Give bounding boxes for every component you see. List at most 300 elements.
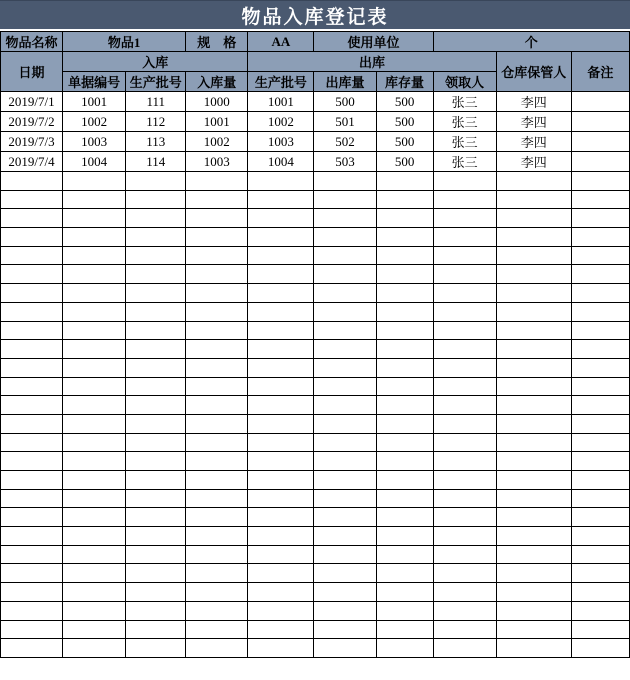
cell[interactable] [126,209,186,228]
cell[interactable] [571,564,629,583]
cell[interactable] [314,209,376,228]
cell[interactable] [314,396,376,415]
cell[interactable] [63,284,126,303]
cell[interactable] [433,471,496,490]
cell[interactable] [571,396,629,415]
cell[interactable] [496,302,571,321]
cell[interactable] [314,172,376,191]
cell[interactable] [433,433,496,452]
cell[interactable] [63,246,126,265]
cell[interactable] [186,452,248,471]
cell[interactable] [126,564,186,583]
cell[interactable] [63,601,126,620]
item-name-label-cell[interactable]: 物品名称 [1,32,63,52]
cell[interactable]: 500 [376,112,433,132]
cell[interactable] [126,340,186,359]
cell[interactable] [496,452,571,471]
cell[interactable]: 1003 [63,132,126,152]
cell[interactable] [433,265,496,284]
cell[interactable] [314,358,376,377]
cell[interactable] [376,471,433,490]
cell[interactable] [376,209,433,228]
cell[interactable]: 1002 [186,132,248,152]
cell[interactable] [314,414,376,433]
cell[interactable] [496,620,571,639]
cell[interactable] [63,508,126,527]
cell[interactable]: 2019/7/3 [1,132,63,152]
cell[interactable] [186,358,248,377]
spec-label-cell[interactable]: 规 格 [186,32,248,52]
cell[interactable] [314,508,376,527]
cell[interactable] [376,396,433,415]
cell[interactable] [571,132,629,152]
cell[interactable] [1,489,63,508]
cell[interactable] [571,601,629,620]
cell[interactable] [248,639,314,658]
cell[interactable] [571,545,629,564]
cell[interactable] [496,228,571,247]
cell[interactable] [1,246,63,265]
cell[interactable]: 1000 [186,92,248,112]
cell[interactable] [63,564,126,583]
cell[interactable] [571,452,629,471]
cell[interactable] [1,302,63,321]
cell[interactable] [496,209,571,228]
cell[interactable] [376,358,433,377]
cell[interactable] [571,246,629,265]
cell[interactable] [248,377,314,396]
cell[interactable] [376,340,433,359]
cell[interactable] [571,209,629,228]
cell[interactable] [1,452,63,471]
cell[interactable] [314,190,376,209]
cell[interactable] [496,471,571,490]
cell[interactable] [571,489,629,508]
cell[interactable]: 张三 [433,92,496,112]
cell[interactable] [63,377,126,396]
cell[interactable] [314,545,376,564]
stock-qty-header-cell[interactable]: 库存量 [376,72,433,92]
cell[interactable] [496,190,571,209]
cell[interactable] [63,545,126,564]
unit-value-cell[interactable]: 个 [433,32,629,52]
cell[interactable] [63,340,126,359]
cell[interactable] [571,340,629,359]
cell[interactable] [496,321,571,340]
cell[interactable] [126,377,186,396]
cell[interactable] [314,601,376,620]
cell[interactable] [63,527,126,546]
cell[interactable] [433,321,496,340]
cell[interactable]: 李四 [496,152,571,172]
cell[interactable]: 1001 [63,92,126,112]
cell[interactable] [571,152,629,172]
cell[interactable] [248,265,314,284]
cell[interactable] [314,527,376,546]
cell[interactable] [496,508,571,527]
cell[interactable] [496,564,571,583]
cell[interactable] [433,302,496,321]
cell[interactable] [496,433,571,452]
cell[interactable] [571,92,629,112]
cell[interactable] [248,564,314,583]
cell[interactable]: 张三 [433,112,496,132]
cell[interactable] [248,489,314,508]
cell[interactable] [496,545,571,564]
cell[interactable] [126,265,186,284]
cell[interactable] [433,508,496,527]
cell[interactable] [571,639,629,658]
cell[interactable] [376,190,433,209]
outbound-batch-header-cell[interactable]: 生产批号 [248,72,314,92]
cell[interactable] [314,583,376,602]
cell[interactable] [496,358,571,377]
cell[interactable] [376,414,433,433]
cell[interactable] [248,433,314,452]
cell[interactable] [571,508,629,527]
cell[interactable] [248,302,314,321]
cell[interactable] [186,414,248,433]
cell[interactable] [314,471,376,490]
cell[interactable] [63,321,126,340]
cell[interactable] [496,265,571,284]
cell[interactable] [433,377,496,396]
cell[interactable] [63,414,126,433]
cell[interactable] [248,601,314,620]
cell[interactable]: 2019/7/2 [1,112,63,132]
cell[interactable] [126,302,186,321]
cell[interactable] [314,321,376,340]
cell[interactable] [1,228,63,247]
cell[interactable] [376,564,433,583]
cell[interactable] [1,321,63,340]
cell[interactable] [248,246,314,265]
cell[interactable] [1,471,63,490]
cell[interactable] [63,265,126,284]
cell[interactable] [186,396,248,415]
cell[interactable] [126,321,186,340]
cell[interactable] [571,321,629,340]
cell[interactable] [1,265,63,284]
cell[interactable]: 500 [376,132,433,152]
cell[interactable] [63,471,126,490]
outbound-qty-header-cell[interactable]: 出库量 [314,72,376,92]
cell[interactable] [248,190,314,209]
cell[interactable] [63,639,126,658]
cell[interactable]: 张三 [433,132,496,152]
cell[interactable] [571,471,629,490]
cell[interactable] [248,396,314,415]
cell[interactable]: 502 [314,132,376,152]
cell[interactable] [376,601,433,620]
cell[interactable] [571,414,629,433]
cell[interactable] [571,358,629,377]
keeper-header-cell[interactable]: 仓库保管人 [496,52,571,92]
cell[interactable] [186,340,248,359]
cell[interactable] [433,358,496,377]
cell[interactable] [571,172,629,191]
cell[interactable] [433,527,496,546]
cell[interactable] [63,396,126,415]
cell[interactable] [314,246,376,265]
cell[interactable] [186,190,248,209]
cell[interactable] [248,527,314,546]
cell[interactable] [376,527,433,546]
cell[interactable] [496,246,571,265]
cell[interactable] [126,527,186,546]
cell[interactable] [126,471,186,490]
cell[interactable] [433,564,496,583]
cell[interactable] [1,545,63,564]
cell[interactable] [248,508,314,527]
cell[interactable]: 113 [126,132,186,152]
cell[interactable] [126,601,186,620]
cell[interactable] [63,583,126,602]
cell[interactable] [314,489,376,508]
date-header-cell[interactable]: 日期 [1,52,63,92]
cell[interactable] [571,302,629,321]
cell[interactable] [571,527,629,546]
cell[interactable] [1,377,63,396]
cell[interactable] [1,396,63,415]
cell[interactable] [376,433,433,452]
cell[interactable] [376,639,433,658]
cell[interactable] [314,302,376,321]
cell[interactable] [1,639,63,658]
cell[interactable] [186,302,248,321]
item-name-value-cell[interactable]: 物品1 [63,32,186,52]
cell[interactable] [248,620,314,639]
cell[interactable] [63,433,126,452]
cell[interactable] [496,583,571,602]
cell[interactable] [186,489,248,508]
cell[interactable] [433,190,496,209]
cell[interactable] [433,172,496,191]
cell[interactable] [248,414,314,433]
cell[interactable] [186,321,248,340]
cell[interactable] [186,209,248,228]
cell[interactable] [376,508,433,527]
cell[interactable] [186,377,248,396]
cell[interactable] [126,639,186,658]
cell[interactable] [63,190,126,209]
cell[interactable] [1,414,63,433]
cell[interactable] [496,377,571,396]
cell[interactable] [186,172,248,191]
cell[interactable] [248,321,314,340]
cell[interactable] [248,358,314,377]
cell[interactable] [1,620,63,639]
receiver-header-cell[interactable]: 领取人 [433,72,496,92]
cell[interactable] [496,340,571,359]
cell[interactable] [63,358,126,377]
cell[interactable] [571,377,629,396]
cell[interactable] [433,489,496,508]
cell[interactable] [248,452,314,471]
cell[interactable] [571,620,629,639]
cell[interactable] [248,340,314,359]
cell[interactable] [314,564,376,583]
cell[interactable]: 112 [126,112,186,132]
cell[interactable]: 1003 [186,152,248,172]
cell[interactable] [63,302,126,321]
cell[interactable] [248,172,314,191]
cell[interactable]: 1001 [186,112,248,132]
cell[interactable] [496,284,571,303]
cell[interactable] [496,489,571,508]
cell[interactable] [186,471,248,490]
cell[interactable] [376,583,433,602]
unit-label-cell[interactable]: 使用单位 [314,32,433,52]
cell[interactable] [186,265,248,284]
cell[interactable] [63,172,126,191]
cell[interactable] [314,377,376,396]
cell[interactable] [1,284,63,303]
cell[interactable] [314,452,376,471]
cell[interactable] [186,639,248,658]
cell[interactable] [433,414,496,433]
cell[interactable] [126,190,186,209]
cell[interactable] [376,377,433,396]
cell[interactable] [63,209,126,228]
cell[interactable]: 1003 [248,132,314,152]
cell[interactable]: 1004 [248,152,314,172]
cell[interactable] [186,620,248,639]
cell[interactable] [126,246,186,265]
cell[interactable] [248,228,314,247]
cell[interactable] [433,246,496,265]
cell[interactable] [433,545,496,564]
cell[interactable] [376,284,433,303]
cell[interactable] [376,302,433,321]
cell[interactable] [571,284,629,303]
cell[interactable] [496,172,571,191]
cell[interactable] [1,172,63,191]
cell[interactable]: 500 [376,152,433,172]
cell[interactable]: 114 [126,152,186,172]
cell[interactable] [314,284,376,303]
cell[interactable]: 1004 [63,152,126,172]
cell[interactable] [433,601,496,620]
cell[interactable] [376,620,433,639]
cell[interactable] [314,639,376,658]
cell[interactable] [433,340,496,359]
cell[interactable] [571,190,629,209]
cell[interactable] [186,246,248,265]
cell[interactable] [571,265,629,284]
cell[interactable] [126,358,186,377]
cell[interactable] [186,583,248,602]
outbound-group-header-cell[interactable]: 出库 [248,52,496,72]
cell[interactable] [248,209,314,228]
cell[interactable] [314,265,376,284]
cell[interactable] [248,545,314,564]
cell[interactable]: 1001 [248,92,314,112]
cell[interactable] [63,489,126,508]
doc-number-header-cell[interactable]: 单据编号 [63,72,126,92]
cell[interactable] [126,508,186,527]
cell[interactable] [376,452,433,471]
cell[interactable] [433,639,496,658]
cell[interactable] [186,601,248,620]
cell[interactable]: 李四 [496,132,571,152]
cell[interactable] [63,228,126,247]
cell[interactable] [571,228,629,247]
cell[interactable] [376,545,433,564]
cell[interactable] [63,452,126,471]
cell[interactable] [376,246,433,265]
cell[interactable] [314,340,376,359]
cell[interactable] [496,414,571,433]
cell[interactable] [314,620,376,639]
cell[interactable] [376,321,433,340]
cell[interactable] [496,396,571,415]
cell[interactable] [248,583,314,602]
cell[interactable] [496,527,571,546]
cell[interactable] [433,452,496,471]
cell[interactable] [186,228,248,247]
cell[interactable] [126,414,186,433]
cell[interactable] [126,545,186,564]
cell[interactable] [1,340,63,359]
cell[interactable] [186,564,248,583]
cell[interactable]: 张三 [433,152,496,172]
cell[interactable]: 李四 [496,112,571,132]
cell[interactable] [376,172,433,191]
cell[interactable] [126,452,186,471]
inbound-qty-header-cell[interactable]: 入库量 [186,72,248,92]
cell[interactable] [1,358,63,377]
cell[interactable] [126,396,186,415]
cell[interactable] [433,284,496,303]
inbound-group-header-cell[interactable]: 入库 [63,52,248,72]
cell[interactable] [126,583,186,602]
cell[interactable] [126,228,186,247]
cell[interactable]: 111 [126,92,186,112]
cell[interactable] [186,545,248,564]
inbound-batch-header-cell[interactable]: 生产批号 [126,72,186,92]
cell[interactable] [571,112,629,132]
cell[interactable]: 1002 [248,112,314,132]
cell[interactable] [376,228,433,247]
cell[interactable] [126,489,186,508]
cell[interactable] [376,265,433,284]
cell[interactable] [186,508,248,527]
cell[interactable]: 2019/7/4 [1,152,63,172]
spec-value-cell[interactable]: AA [248,32,314,52]
cell[interactable] [1,433,63,452]
cell[interactable] [433,228,496,247]
cell[interactable] [1,508,63,527]
cell[interactable]: 501 [314,112,376,132]
cell[interactable] [186,433,248,452]
cell[interactable] [1,601,63,620]
cell[interactable] [314,433,376,452]
cell[interactable]: 503 [314,152,376,172]
cell[interactable] [1,583,63,602]
cell[interactable]: 1002 [63,112,126,132]
cell[interactable] [571,583,629,602]
cell[interactable]: 500 [376,92,433,112]
cell[interactable] [126,284,186,303]
cell[interactable] [1,209,63,228]
cell[interactable] [126,172,186,191]
cell[interactable] [63,620,126,639]
cell[interactable] [496,601,571,620]
cell[interactable] [571,433,629,452]
cell[interactable] [186,284,248,303]
cell[interactable]: 500 [314,92,376,112]
